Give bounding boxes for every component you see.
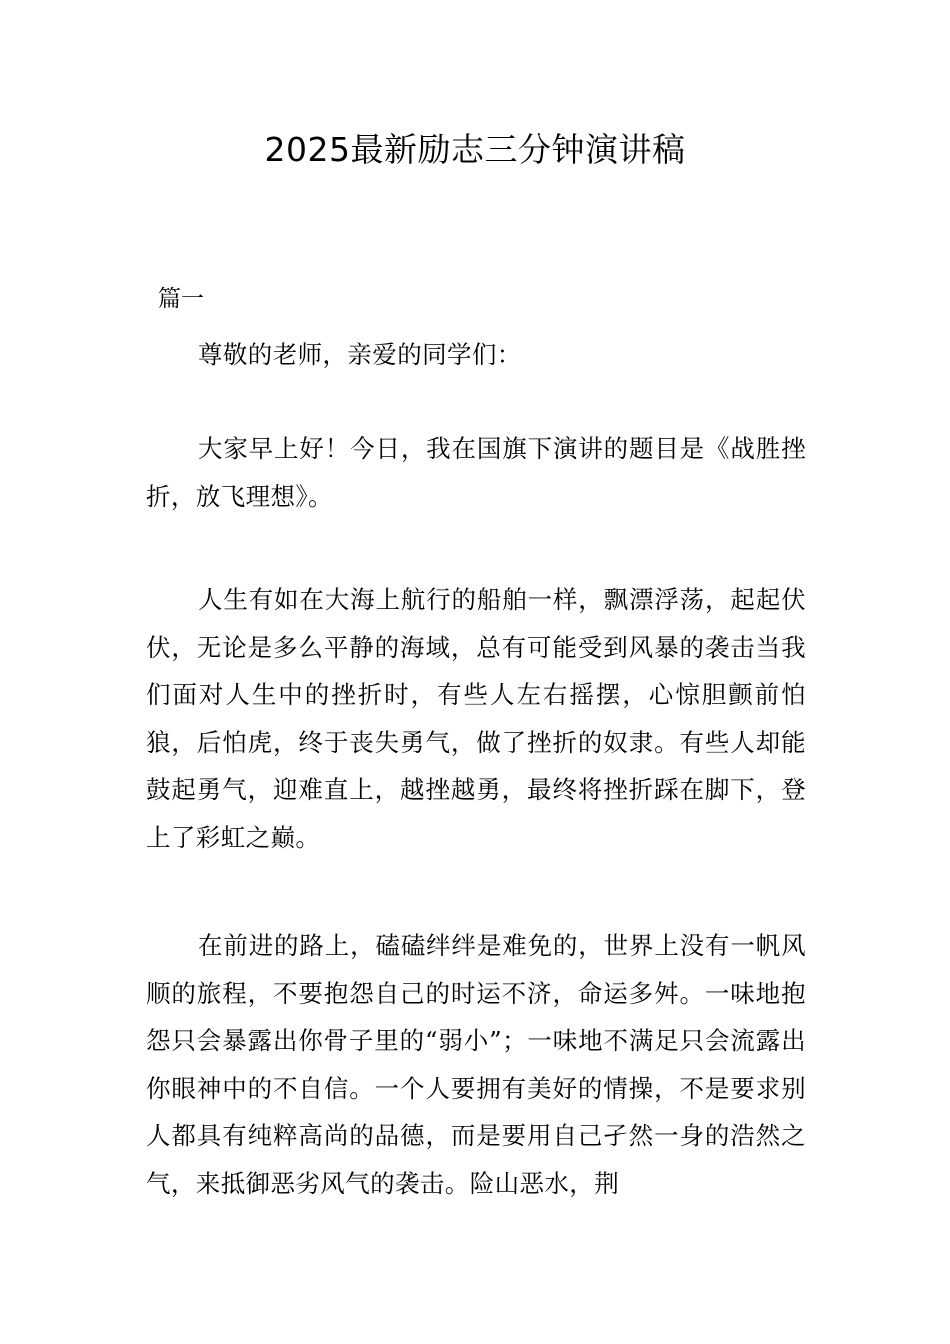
greeting-paragraph: 尊敬的老师，亲爱的同学们： [198, 340, 522, 369]
body-paragraph: 大家早上好！今日，我在国旗下演讲的题目是《战胜挫折，放飞理想》。 [146, 434, 806, 511]
document-title: 2025最新励志三分钟演讲稿 [264, 130, 686, 169]
body-paragraph: 在前进的路上，磕磕绊绊是难免的，世界上没有一帆风顺的旅程，不要抱怨自己的时运不济，命运多舛。一味地抱怨只会暴露出你骨子里的“弱小”；一味地不满足只会流露出你眼神中的不自信。一个人要拥有美好的情操，不是要求别人都具有纯粹高尚的品德，而是要用自己孑然一身的浩然之气，来抵御恶劣风气的袭击。险山恶水，荆 [146, 931, 806, 1198]
section-label: 篇一 [158, 286, 204, 312]
body-paragraph: 人生有如在大海上航行的船舶一样，飘漂浮荡，起起伏伏，无论是多么平静的海域，总有可能受到风暴的袭击当我们面对人生中的挫折时，有些人左右摇摆，心惊胆颤前怕狼，后怕虎，终于丧失勇气，做了挫折的奴隶。有些人却能鼓起勇气，迎难直上，越挫越勇，最终将挫折踩在脚下，登上了彩虹之巅。 [146, 585, 806, 852]
